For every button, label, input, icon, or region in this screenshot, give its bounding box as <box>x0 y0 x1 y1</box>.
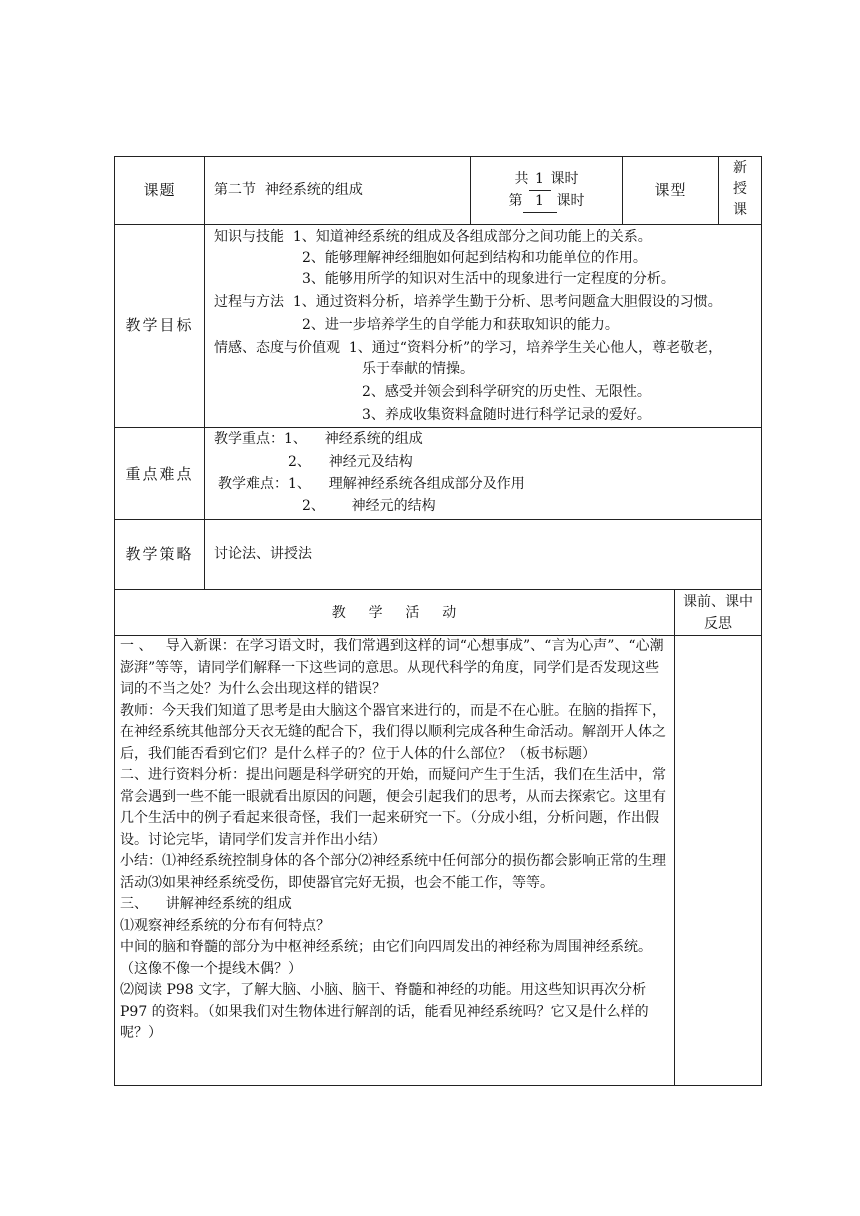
activities-header: 教 学 活 动 <box>331 605 458 621</box>
reflection-column-divider <box>674 589 675 1086</box>
objective-line: 2、感受并领会到科学研究的历史性、无限性。 <box>362 384 651 400</box>
hours-total: 共 1 课时 <box>471 169 622 191</box>
lesson-title: 第二节 神经系统的组成 <box>214 182 363 198</box>
topic-label: 课题 <box>143 181 176 199</box>
table-border-top <box>114 156 762 157</box>
key-point-line: 2、 神经元的结构 <box>302 498 436 514</box>
objective-line: 3、能够用所学的知识对生活中的现象进行一定程度的分析。 <box>302 271 675 287</box>
objective-line: 3、养成收集资料盒随时进行科学记录的爱好。 <box>362 407 651 423</box>
objective-line: 知识与技能 1、知道神经系统的组成及各组成部分之间功能上的关系。 <box>214 229 652 245</box>
lesson-type-label: 课型 <box>654 181 687 199</box>
objectives-label: 教学目标 <box>125 316 194 334</box>
objective-line: 2、进一步培养学生的自学能力和获取知识的能力。 <box>302 317 619 333</box>
activity-paragraph: 三、 讲解神经系统的组成 <box>120 896 292 912</box>
objective-line: 情感、态度与价值观 1、通过“资料分析”的学习，培养学生关心他人，尊老敬老， <box>214 340 723 356</box>
row-divider <box>114 224 762 225</box>
label-column-divider <box>204 156 205 590</box>
row-divider <box>114 427 762 428</box>
row-divider <box>114 589 762 590</box>
activity-paragraph: 中间的脑和脊髓的部分为中枢神经系统；由它们向四周发出的神经称为周围神经系统。（这像不像一个提线木偶？） <box>120 939 652 977</box>
activity-paragraph: 二、进行资料分析：提出问题是科学研究的开始，而疑问产生于生活，我们在生活中，常常会遇到一些不能一眼就看出原因的问题，便会引起我们的思考，从而去探索它。这里有几个生活中的例子看起来很奇怪，我们一起来研究一下。（分成小组，分析问题，作出假设。讨论完毕，请同学们发言并作出小结） <box>120 767 666 848</box>
activity-paragraph: ⑴观察神经系统的分布有何特点？ <box>120 917 330 934</box>
objective-line: 过程与方法 1、通过资料分析，培养学生勤于分析、思考问题盒大胆假设的习惯。 <box>214 294 722 310</box>
reflection-label: 课前、课中反思 <box>683 594 753 632</box>
hours-index: 第 1 课时 <box>471 191 622 213</box>
table-border-bottom <box>114 1085 762 1086</box>
strategy-text: 讨论法、讲授法 <box>214 546 312 562</box>
activity-paragraph: 小结：⑴神经系统控制身体的各个部分⑵神经系统中任何部分的损伤都会影响正常的生理活动⑶如果神经系统受伤，即使器官完好无损，也会不能工作，等等。 <box>120 853 666 891</box>
key-point-line: 2、 神经元及结构 <box>288 454 413 470</box>
key-point-line: 教学难点：1、 理解神经系统各组成部分及作用 <box>218 476 525 492</box>
table-border-right <box>761 156 762 1086</box>
row-divider <box>114 519 762 520</box>
key-points-label: 重点难点 <box>125 465 194 483</box>
activities-content <box>120 636 670 1045</box>
objective-line: 2、能够理解神经细胞如何起到结构和功能单位的作用。 <box>302 250 647 266</box>
activity-paragraph: 教师：今天我们知道了思考是由大脑这个器官来进行的，而是不在心脏。在脑的指挥下，在神经系统其他部分天衣无缝的配合下，我们得以顺利完成各种生命活动。解剖开人体之后，我们能否看到它们？是什么样子的？位于人体的什么部位？（板书标题） <box>120 702 666 762</box>
activity-paragraph: 一 、 导入新课：在学习语文时，我们常遇到这样的词“心想事成”、“言为心声”、“心潮澎湃”等等，请同学们解释一下这些词的意思。从现代科学的角度，同学们是否发现这些词的不当之处？为什么会出现这样的错误？ <box>120 638 664 697</box>
objective-line: 乐于奉献的情操。 <box>362 361 474 377</box>
activity-paragraph: ⑵阅读 P98 文字，了解大脑、小脑、脑干、脊髓和神经的功能。用这些知识再次分析 P97 的资料。（如果我们对生物体进行解剖的话，能看见神经系统吗？它又是什么样的呢？） <box>120 982 649 1041</box>
key-point-line: 教学重点：1、 神经系统的组成 <box>214 431 423 447</box>
lesson-type-value: 新 授 课 <box>733 160 747 218</box>
strategy-label: 教学策略 <box>125 545 194 563</box>
